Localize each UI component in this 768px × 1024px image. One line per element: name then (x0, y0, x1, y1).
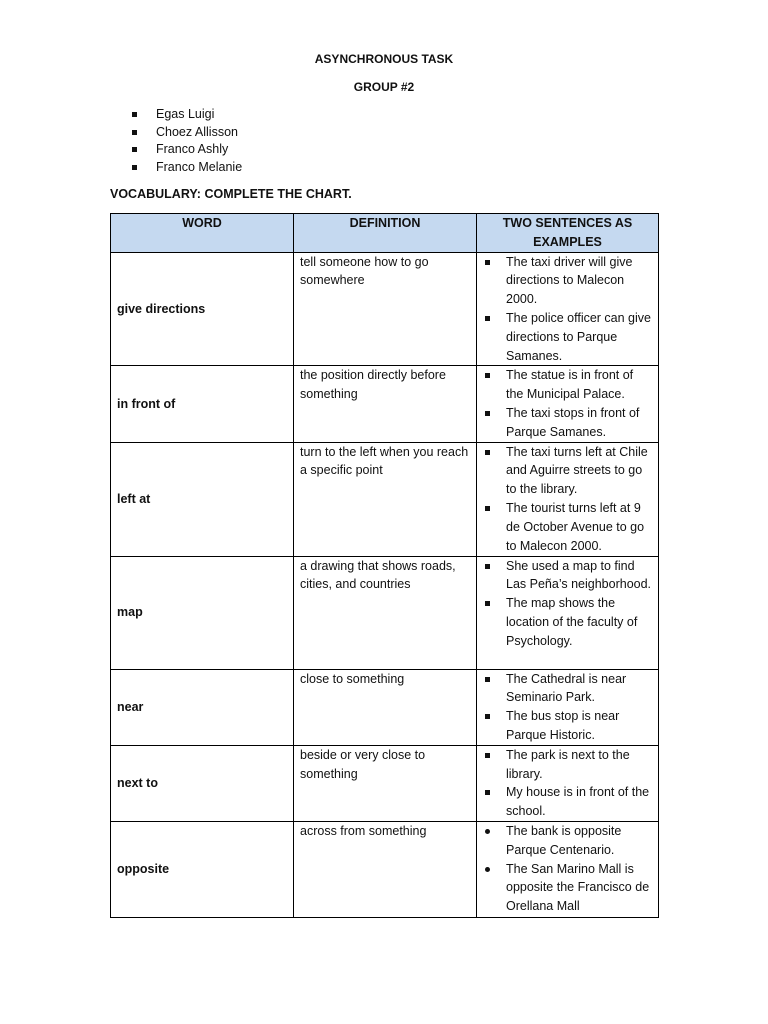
example-text: The police officer can give directions to Parque Samanes. (506, 310, 651, 363)
example-item (483, 783, 652, 821)
examples-cell (477, 252, 659, 366)
example-text: The bank is opposite Parque Centenario. (506, 823, 622, 857)
group-label: GROUP #2 (353, 80, 415, 94)
example-item (483, 594, 652, 650)
example-text: The Cathedral is near Seminario Park. (506, 671, 627, 705)
bullet-square-icon (132, 165, 137, 170)
bullet-dot-icon (485, 867, 490, 872)
table-row (111, 442, 659, 556)
member-name: Egas Luigi (156, 107, 215, 121)
bullet-square-icon (485, 564, 490, 569)
example-text: The map shows the location of the faculty of Psychology. (506, 596, 638, 648)
example-text: The San Marino Mall is opposite the Francisco de Orellana Mall (506, 861, 650, 914)
examples-cell (477, 556, 659, 669)
document-title: ASYNCHRONOUS TASK (314, 52, 454, 66)
header-definition: DEFINITION (294, 214, 477, 253)
bullet-square-icon (485, 450, 490, 455)
table-row (111, 745, 659, 821)
member-item (130, 159, 242, 177)
definition-cell: tell someone how to go somewhere (294, 252, 477, 366)
example-text: The bus stop is near Parque Historic. (506, 709, 620, 742)
member-item (130, 124, 242, 142)
bullet-square-icon (485, 260, 490, 265)
word-cell: map (111, 556, 294, 669)
bullet-square-icon (485, 714, 490, 719)
instruction-heading: VOCABULARY: COMPLETE THE CHART. (110, 187, 352, 201)
bullet-square-icon (485, 601, 490, 606)
example-item (483, 404, 652, 442)
bullet-square-icon (132, 112, 137, 117)
example-item (483, 822, 652, 860)
member-name: Franco Melanie (156, 159, 243, 174)
table-row (111, 821, 659, 917)
definition-cell: across from something (294, 821, 477, 917)
example-text: The tourist turns left at 9 de October Avenue to go to Malecon 2000. (506, 500, 645, 553)
examples-cell (477, 821, 659, 917)
members-list (130, 106, 242, 176)
bullet-square-icon (485, 677, 490, 682)
definition-cell: the position directly before something (294, 366, 477, 442)
member-item (130, 106, 242, 124)
example-item (483, 860, 652, 916)
word-cell: in front of (111, 366, 294, 442)
member-name: Choez Allisson (156, 124, 238, 139)
member-item (130, 141, 242, 159)
bullet-square-icon (485, 753, 490, 758)
example-text: The statue is in front of the Municipal Palace. (506, 368, 634, 402)
examples-cell (477, 442, 659, 556)
definition-cell: beside or very close to something (294, 745, 477, 821)
example-item (483, 746, 652, 784)
example-item (483, 366, 652, 404)
examples-cell (477, 745, 659, 821)
bullet-square-icon (132, 130, 137, 135)
table-row (111, 366, 659, 442)
example-text: The park is next to the library. (506, 747, 630, 781)
example-item (483, 499, 652, 555)
example-item (483, 443, 652, 499)
examples-cell (477, 366, 659, 442)
example-item (483, 309, 652, 365)
member-name: Franco Ashly (156, 142, 229, 156)
header-word: WORD (111, 214, 294, 253)
word-cell: left at (111, 442, 294, 556)
table-header-row (111, 214, 659, 253)
word-cell: give directions (111, 252, 294, 366)
example-text: The taxi stops in front of Parque Samanes. (506, 405, 640, 439)
word-cell: near (111, 669, 294, 745)
bullet-square-icon (485, 506, 490, 511)
example-text: The taxi turns left at Chile and Aguirre streets to go to the library. (506, 444, 648, 497)
bullet-square-icon (485, 411, 490, 416)
examples-cell (477, 669, 659, 745)
table-row (111, 252, 659, 366)
header-examples: TWO SENTENCES AS EXAMPLES (477, 214, 659, 253)
bullet-dot-icon (485, 829, 490, 834)
example-text: The taxi driver will give directions to Malecon 2000. (506, 254, 633, 307)
definition-cell: a drawing that shows roads, cities, and countries (294, 556, 477, 669)
example-item (483, 557, 652, 595)
table-row (111, 669, 659, 745)
definition-cell: close to something (294, 669, 477, 745)
example-text: She used a map to find Las Peña’s neighborhood. (506, 558, 652, 592)
bullet-square-icon (485, 316, 490, 321)
example-item (483, 707, 652, 745)
example-item (483, 670, 652, 708)
definition-cell: turn to the left when you reach a specific point (294, 442, 477, 556)
word-cell: opposite (111, 821, 294, 917)
table-row (111, 556, 659, 669)
example-item (483, 253, 652, 309)
bullet-square-icon (485, 373, 490, 378)
example-text: My house is in front of the school. (506, 785, 650, 819)
bullet-square-icon (485, 790, 490, 795)
bullet-square-icon (132, 147, 137, 152)
vocabulary-table (110, 213, 659, 918)
word-cell: next to (111, 745, 294, 821)
